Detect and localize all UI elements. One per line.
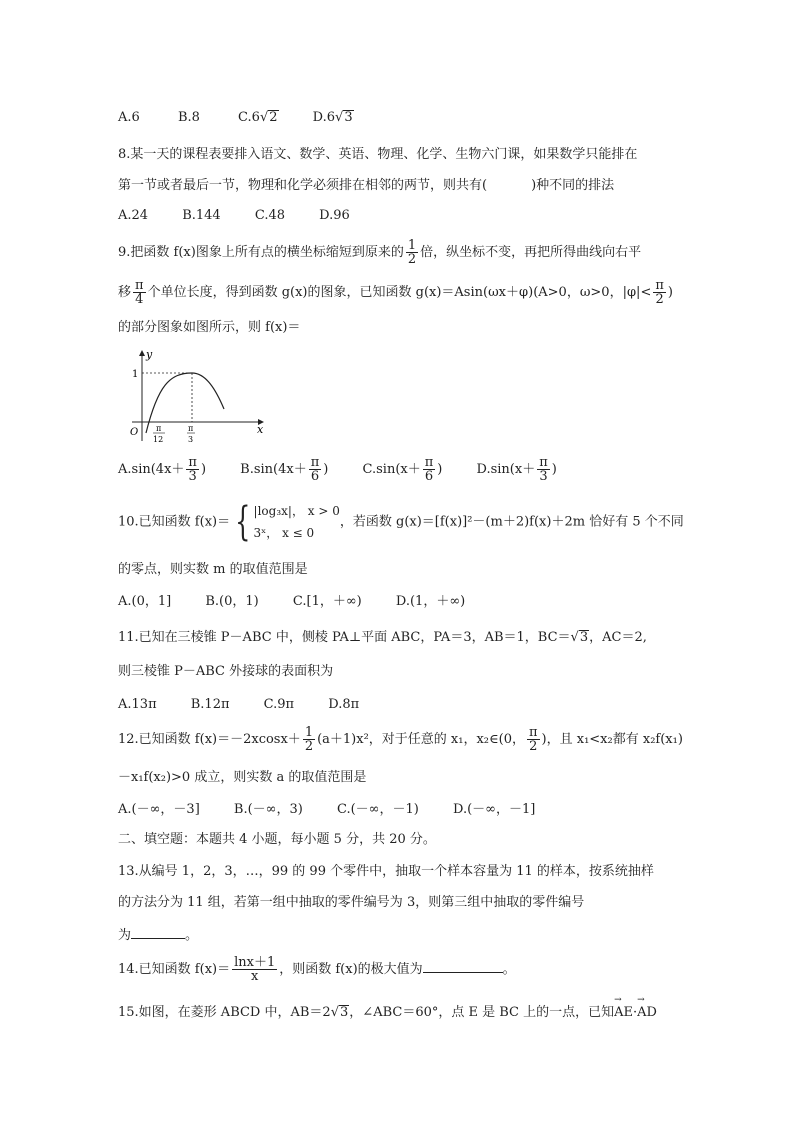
q8-option-a: A.24 (118, 208, 149, 223)
q9-option-a: A.sin(4x＋ $\frac{\pi}{3}$ ) (118, 455, 207, 484)
q12-options (118, 800, 535, 820)
q7-option-a: A.6 (118, 110, 140, 125)
q10-option-d: D.(1，＋∞) (395, 594, 466, 609)
q10-option-c: C.[1，＋∞) (292, 594, 362, 609)
y-tick-one: 1 (132, 369, 139, 380)
origin-label: O (130, 427, 139, 438)
x-axis-label: x (257, 423, 264, 436)
q11-option-c: C.9π (263, 697, 295, 712)
x-tick-pi-3-num: π (188, 424, 194, 433)
q12-line-2: －x₁f(x₂)>0 成立，则实数 a 的取值范围是 (118, 770, 367, 785)
q12-option-d: D.(－∞，－1] (453, 802, 536, 817)
piecewise-cases: |log₃x|， x > 0 3ˣ， x ≤ 0 (253, 504, 340, 540)
q10-line-1: 10.已知函数 f(x)＝ { |log₃x|， x > 0 3ˣ， x ≤ 0 ，若函数 g(x)＝[f(x)]²－(m＋2)f(x)＋2m 恰好有 5 个不同 (118, 499, 684, 545)
q8-line-1: 8.某一天的课程表要排入语文、数学、英语、物理、化学、生物六门课，如果数学只能排在 (118, 147, 638, 162)
q7-option-c: C.6√2 (238, 110, 278, 125)
fraction-pi-over-4: $\frac{\pi}{4}$ (135, 278, 144, 307)
q9-options (118, 455, 557, 485)
q9-line-1: 9.把函数 f(x)图象上所有点的横坐标缩短到原来的 $\frac{1}{2}$ 倍，纵坐标不变，再把所得曲线向右平 (118, 238, 642, 267)
fraction-pi-over-2: $\frac{\pi}{2}$ (655, 278, 664, 307)
q11-option-d: D.8π (328, 697, 360, 712)
q11-option-a: A.13π (118, 697, 157, 712)
q8-line-2: 第一节或者最后一节，物理和化学必须排在相邻的两节，则共有( )种不同的排法 (118, 178, 615, 193)
q7-option-d: D.6√3 (312, 110, 353, 125)
q13-line-1: 13.从编号 1，2，3，…，99 的 99 个零件中，抽取一个样本容量为 11 的样本，按系统抽样 (118, 864, 654, 879)
q8-option-c: C.48 (254, 208, 286, 223)
sine-graph-figure (120, 345, 270, 445)
q14-answer-blank (423, 958, 503, 973)
q11-line-2: 则三棱锥 P－ABC 外接球的表面积为 (118, 664, 334, 679)
q11-line-1: 11.已知在三棱锥 P－ABC 中，侧棱 PA⊥平面 ABC，PA＝3，AB＝1，BC＝√3，AC＝2, (118, 630, 647, 645)
q9-option-b: B.sin(4x＋ $\frac{\pi}{6}$ ) (240, 455, 329, 484)
q12-line-1: 12.已知函数 f(x)＝－2xcosx＋ $\frac{1}{2}$ (a＋1)x²，对于任意的 x₁，x₂∈(0， $\frac{\pi}{2}$ )，且 x₁<x₂都有 x₂f(x₁) (118, 725, 683, 754)
q9-line-2: 移 $\frac{\pi}{4}$ 个单位长度，得到函数 g(x)的图象，已知函数 g(x)＝Asin(ωx＋φ)(A>0，ω>0，|φ|< $\frac{\pi}{2}$ ) (118, 278, 673, 307)
q9-option-c: C.sin(x＋ $\frac{\pi}{6}$ ) (362, 455, 443, 484)
q9-option-d: D.sin(x＋ $\frac{\pi}{3}$ ) (476, 455, 557, 484)
q10-option-b: B.(0，1) (205, 594, 259, 609)
q15-line: 15.如图，在菱形 ABCD 中，AB＝2√3，∠ABC＝60°，点 E 是 BC 上的一点，已知→ AE·→ AD (118, 1003, 657, 1023)
q8-options (118, 206, 350, 226)
q11-option-b: B.12π (190, 697, 230, 712)
q11-options (118, 695, 359, 715)
piecewise-brace: { (235, 499, 251, 545)
x-tick-pi-12-num: π (156, 424, 162, 433)
q8-option-b: B.144 (182, 208, 221, 223)
y-axis-label: y (146, 348, 153, 361)
q13-line-3: 为 。 (118, 924, 198, 946)
q7-options (118, 108, 354, 128)
x-tick-pi-12-den: 12 (153, 435, 164, 444)
q14-line: 14.已知函数 f(x)＝ $\frac{\ln x+1}{x}$ ，则函数 f(x)的极大值为 。 (118, 955, 516, 984)
q12-option-b: B.(－∞，3) (233, 802, 303, 817)
q7-option-b: B.8 (177, 110, 200, 125)
q10-options (118, 592, 465, 612)
q12-option-c: C.(－∞，－1) (336, 802, 419, 817)
q8-option-d: D.96 (319, 208, 350, 223)
x-tick-pi-3-den: 3 (188, 435, 194, 444)
q9-line-3: 的部分图象如图所示，则 f(x)＝ (118, 320, 301, 335)
q10-line-2: 的零点，则实数 m 的取值范围是 (118, 562, 308, 577)
q13-line-2: 的方法分为 11 组，若第一组中抽取的零件编号为 3，则第三组中抽取的零件编号 (118, 895, 585, 910)
fraction-one-half: $\frac{1}{2}$ (407, 238, 417, 267)
q12-option-a: A.(－∞，－3] (118, 802, 200, 817)
q10-option-a: A.(0，1] (118, 594, 172, 609)
q13-answer-blank (131, 924, 185, 939)
section-heading-fill-in: 二、填空题：本题共 4 小题，每小题 5 分，共 20 分。 (118, 832, 436, 847)
